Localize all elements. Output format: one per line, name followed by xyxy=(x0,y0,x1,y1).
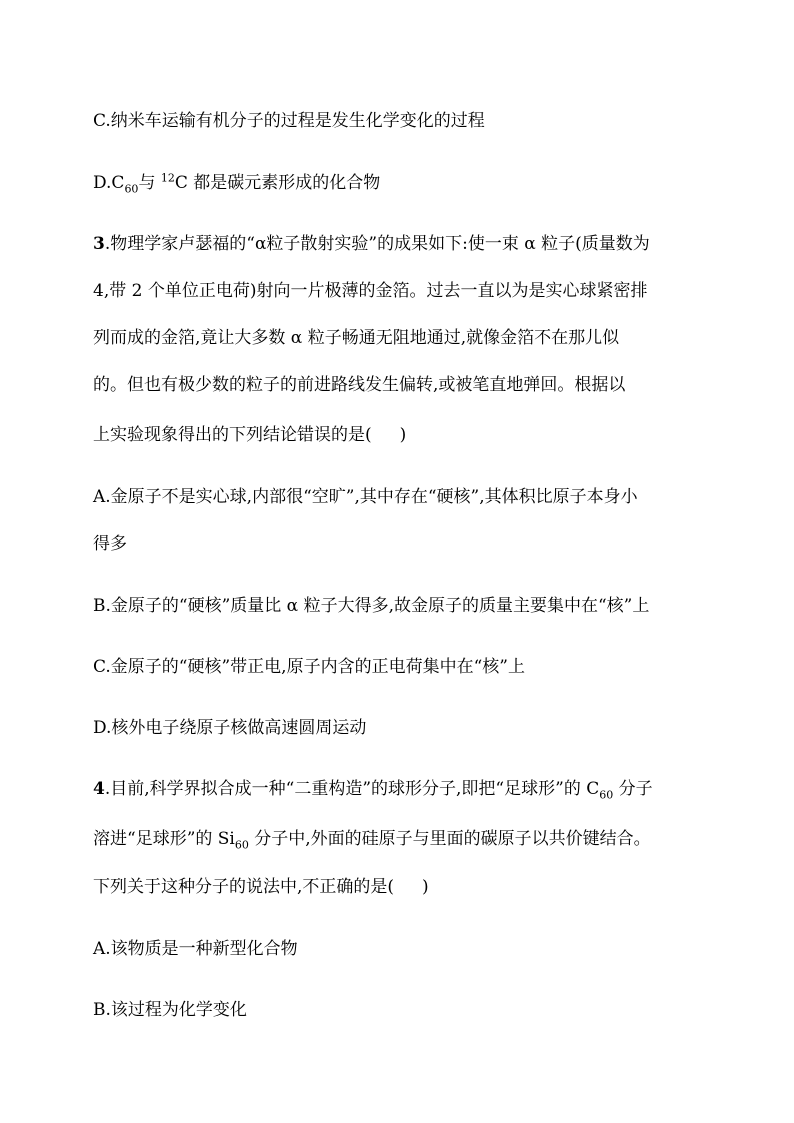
option-c-text: C.纳米车运输有机分子的过程是发生化学变化的过程 xyxy=(93,111,485,131)
question-3-line-1 xyxy=(93,233,650,255)
c12-superscript: 12 xyxy=(160,171,175,185)
question-4-text-3: 下列关于这种分子的说法中,不正确的是( xyxy=(93,877,395,897)
question-3-line-4 xyxy=(93,374,625,396)
question-3-option-b-text: B.金原子的“硬核”质量比 α 粒子大得多,故金原子的质量主要集中在“核”上 xyxy=(93,596,650,616)
question-3-text-4: 的。但也有极少数的粒子的前进路线发生偏转,或被笔直地弹回。根据以 xyxy=(93,375,626,395)
question-4-text-2: 溶进“足球形”的 Si xyxy=(93,829,235,849)
option-d-suffix: C 都是碳元素形成的化合物 xyxy=(174,173,381,193)
question-3-option-a-text-2: 得多 xyxy=(93,534,127,554)
question-3-option-c-line xyxy=(93,656,525,678)
c60-subscript-2: 60 xyxy=(599,788,614,802)
si60-subscript: 60 xyxy=(234,838,249,852)
question-3-option-d-text: D.核外电子绕原子核做高速圆周运动 xyxy=(93,718,367,738)
question-4-option-b-line xyxy=(93,999,247,1021)
c60-subscript: 60 xyxy=(124,182,139,196)
question-4-line-1 xyxy=(93,778,653,800)
question-3-option-d-line xyxy=(93,717,366,739)
question-3-option-b-line xyxy=(93,595,649,617)
question-3-text-1: .物理学家卢瑟福的“α粒子散射实验”的成果如下:使一束 α 粒子(质量数为 xyxy=(104,234,650,254)
question-3-option-a-line-1 xyxy=(93,486,638,508)
question-3-close-paren: ) xyxy=(399,425,407,445)
question-4-close-paren: ) xyxy=(422,877,429,897)
option-c-line xyxy=(93,110,485,132)
option-d-line xyxy=(93,172,380,194)
question-3-text-2: 4,带 2 个单位正电荷)射向一片极薄的金箔。过去一直以为是实心球紧密排 xyxy=(93,281,648,301)
option-d-mid: 与 xyxy=(138,173,161,193)
question-3-option-c-text: C.金原子的“硬核”带正电,原子内含的正电荷集中在“核”上 xyxy=(93,657,525,677)
question-3-number: 3 xyxy=(93,234,105,254)
question-4-text-1-end: 分子 xyxy=(613,779,653,799)
question-3-text-3: 列而成的金箔,竟让大多数 α 粒子畅通无阻地通过,就像金箔不在那儿似 xyxy=(93,328,620,348)
question-3-line-3 xyxy=(93,327,619,349)
question-4-option-a-line xyxy=(93,938,298,960)
question-3-option-a-text-1: A.金原子不是实心球,内部很“空旷”,其中存在“硬核”,其体积比原子本身小 xyxy=(93,487,638,507)
question-4-text-2-end: 分子中,外面的硅原子与里面的碳原子以共价键结合。 xyxy=(248,829,651,849)
question-4-text-1: .目前,科学界拟合成一种“二重构造”的球形分子,即把“足球形”的 C xyxy=(104,779,600,799)
question-4-option-b-text: B.该过程为化学变化 xyxy=(93,1000,247,1020)
question-4-line-2 xyxy=(93,828,651,850)
question-3-line-5 xyxy=(93,424,406,446)
question-4-option-a-text: A.该物质是一种新型化合物 xyxy=(93,939,298,959)
question-4-number: 4 xyxy=(93,779,105,799)
question-3-text-5: 上实验现象得出的下列结论错误的是( xyxy=(93,425,372,445)
option-d-prefix: D.C xyxy=(93,173,125,193)
question-3-line-2 xyxy=(93,280,647,302)
question-3-option-a-line-2 xyxy=(93,533,127,555)
question-4-line-3 xyxy=(93,876,429,898)
